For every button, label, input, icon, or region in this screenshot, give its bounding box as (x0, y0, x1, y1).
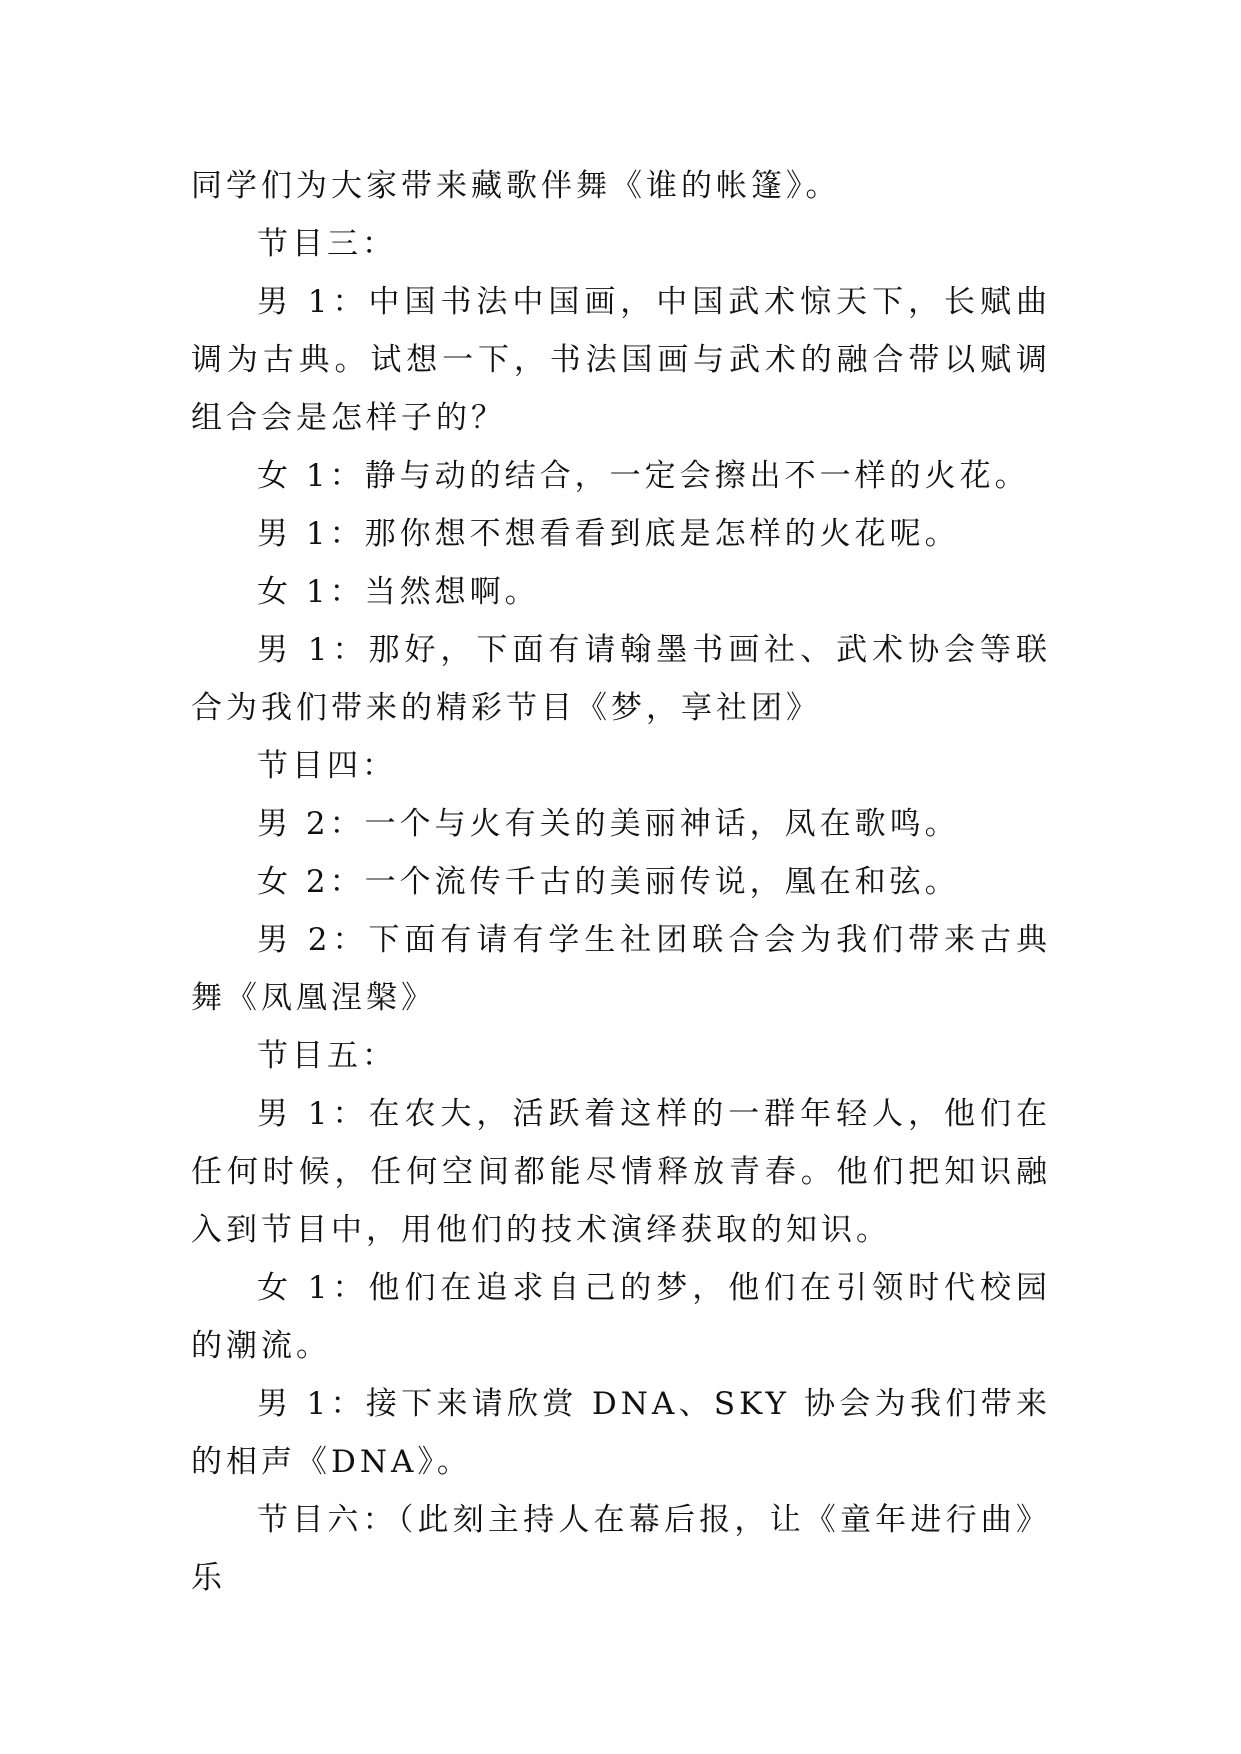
paragraph: 同学们为大家带来藏歌伴舞《谁的帐篷》。 (191, 168, 841, 204)
section-heading: 节目三： (257, 226, 397, 262)
dialogue-line: 女 1：静与动的结合，一定会擦出不一样的火花。 (257, 458, 1030, 494)
dialogue-line: 男 2：一个与火有关的美丽神话，凤在歌鸣。 (257, 806, 960, 842)
dialogue-line: 男 1：那好，下面有请翰墨书画社、武术协会等联合为我们带来的精彩节目《梦，享社团》 (191, 632, 1051, 726)
section-heading: 节目四： (257, 748, 397, 784)
dialogue-line: 女 2：一个流传千古的美丽传说，凰在和弦。 (257, 864, 960, 900)
section-heading: 节目五： (257, 1038, 397, 1074)
dialogue-line: 女 1：当然想啊。 (257, 574, 540, 610)
document-body (191, 157, 1051, 1607)
dialogue-line: 男 1：在农大，活跃着这样的一群年轻人，他们在任何时候，任何空间都能尽情释放青春。他们把知识融入到节目中，用他们的技术演绎获取的知识。 (191, 1096, 1051, 1248)
dialogue-line: 男 1：那你想不想看看到底是怎样的火花呢。 (257, 516, 960, 552)
dialogue-line: 男 1：中国书法中国画，中国武术惊天下，长赋曲调为古典。试想一下，书法国画与武术的融合带以赋调组合会是怎样子的？ (191, 284, 1051, 436)
section-heading: 节目六：（此刻主持人在幕后报，让《童年进行曲》乐 (191, 1502, 1051, 1596)
dialogue-line: 男 1：接下来请欣赏 DNA、SKY 协会为我们带来的相声《DNA》。 (191, 1386, 1051, 1480)
dialogue-line: 男 2：下面有请有学生社团联合会为我们带来古典舞《凤凰涅槃》 (191, 922, 1051, 1016)
dialogue-line: 女 1：他们在追求自己的梦，他们在引领时代校园的潮流。 (191, 1270, 1051, 1364)
